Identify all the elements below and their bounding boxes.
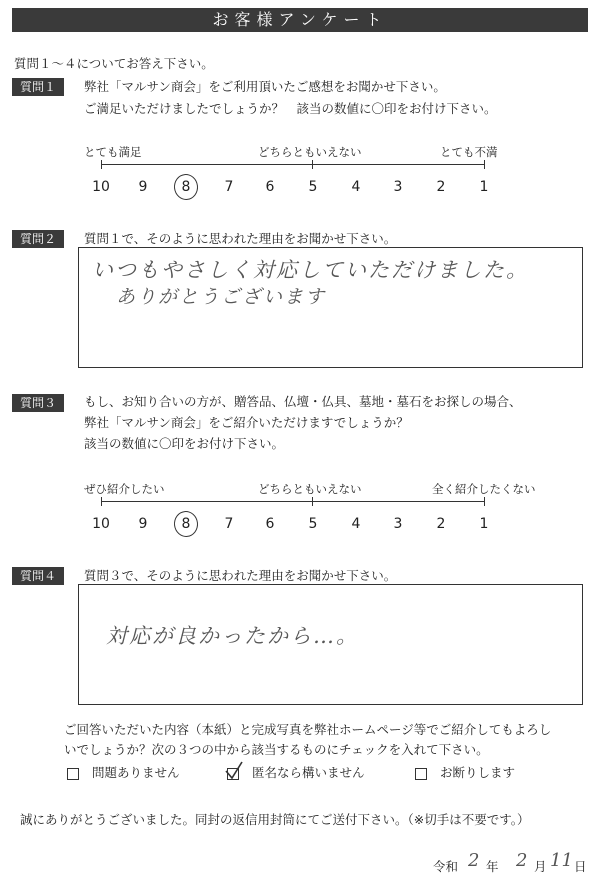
date-year-unit: 年	[486, 859, 499, 874]
q4-text: 質問３で、そのように思われた理由をお聞かせ下さい。	[84, 568, 397, 583]
date-day-value: 11	[550, 850, 573, 871]
q1-scale-number[interactable]: 1	[479, 179, 489, 195]
intro-text: 質問１～４についてお答え下さい。	[14, 56, 214, 71]
q3-scale-number[interactable]: 5	[308, 516, 318, 532]
survey-title: お客様アンケート	[12, 8, 588, 32]
consent-line2: いでしょうか？次の３つの中から該当するものにチェックを入れて下さい。	[64, 742, 489, 757]
date-month-value: 2	[516, 850, 528, 871]
q1-scale-line	[101, 164, 484, 165]
q1-scale-number[interactable]: 3	[393, 179, 403, 195]
q3-scale-number[interactable]: 3	[393, 516, 403, 532]
q3-scale-left-label: ぜひ紹介したい	[84, 482, 165, 496]
q2-answer-line2: ありがとうございます	[116, 286, 327, 308]
q1-scale-mid-label: どちらともいえない	[258, 145, 362, 159]
q3-tick-left	[101, 497, 102, 506]
q1-tick-left	[101, 160, 102, 169]
q3-scale-number[interactable]: 9	[138, 516, 148, 532]
date-day-unit: 日	[574, 859, 587, 874]
consent-line1: ご回答いただいた内容（本紙）と完成写真を弊社ホームページ等でご紹介してもよろし	[64, 722, 552, 737]
q3-scale-mid-label: どちらともいえない	[258, 482, 362, 496]
consent-option-3-checkbox[interactable]	[415, 768, 427, 780]
q1-label: 質問１	[12, 78, 64, 96]
q3-line2: 弊社「マルサン商会」をご紹介いただけますでしょうか？	[84, 415, 409, 430]
q4-answer: 対応が良かったから…。	[106, 624, 359, 648]
consent-option-2-label: 匿名なら構いません	[252, 765, 365, 780]
consent-option-1-label: 問題ありません	[92, 765, 180, 780]
q2-text: 質問１で、そのように思われた理由をお聞かせ下さい。	[84, 231, 397, 246]
q3-scale-right-label: 全く紹介したくない	[432, 482, 536, 496]
q3-scale-number[interactable]: 10	[92, 516, 110, 532]
q3-scale-number[interactable]: 6	[265, 516, 275, 532]
q1-scale-number[interactable]: 7	[224, 179, 234, 195]
consent-option-3-label: お断りします	[440, 765, 516, 780]
q1-tick-mid	[312, 160, 313, 169]
q1-scale-right-label: とても不満	[440, 145, 498, 159]
q1-scale-number[interactable]: 10	[92, 179, 110, 195]
q1-scale-number[interactable]: 6	[265, 179, 275, 195]
date-era: 令和	[433, 859, 459, 874]
q3-scale-number[interactable]: 7	[224, 516, 234, 532]
thanks-text: 誠にありがとうございました。同封の返信用封筒にてご送付下さい。（※切手は不要です。）	[20, 812, 530, 827]
q3-scale-number[interactable]: 4	[351, 516, 361, 532]
q3-scale-line	[101, 501, 484, 502]
q1-scale-number[interactable]: 2	[436, 179, 446, 195]
q3-scale-number[interactable]: 2	[436, 516, 446, 532]
date-year-value: 2	[468, 850, 480, 871]
q1-scale-number[interactable]: 9	[138, 179, 148, 195]
q1-scale-number[interactable]: 8	[181, 179, 191, 195]
q1-line2: ご満足いただけましたでしょうか？ 該当の数値に〇印をお付け下さい。	[84, 101, 497, 116]
q1-tick-right	[484, 160, 485, 169]
q1-scale-left-label: とても満足	[84, 145, 142, 159]
q2-answer-line1: いつもやさしく対応していただけました。	[92, 258, 529, 282]
q2-label: 質問２	[12, 230, 64, 248]
q1-scale-number[interactable]: 5	[308, 179, 318, 195]
q1-line1: 弊社「マルサン商会」をご利用頂いたご感想をお聞かせ下さい。	[84, 79, 446, 94]
date-month-unit: 月	[534, 859, 547, 874]
q1-scale-number[interactable]: 4	[351, 179, 361, 195]
check-mark-icon	[223, 760, 245, 782]
q3-scale-number[interactable]: 1	[479, 516, 489, 532]
q3-scale-number[interactable]: 8	[181, 516, 191, 532]
q3-line3: 該当の数値に〇印をお付け下さい。	[84, 436, 285, 451]
q3-label: 質問３	[12, 394, 64, 412]
q3-tick-right	[484, 497, 485, 506]
q3-tick-mid	[312, 497, 313, 506]
q4-label: 質問４	[12, 567, 64, 585]
q3-line1: もし、お知り合いの方が、贈答品、仏壇・仏具、墓地・墓石をお探しの場合、	[84, 394, 522, 409]
consent-option-1-checkbox[interactable]	[67, 768, 79, 780]
